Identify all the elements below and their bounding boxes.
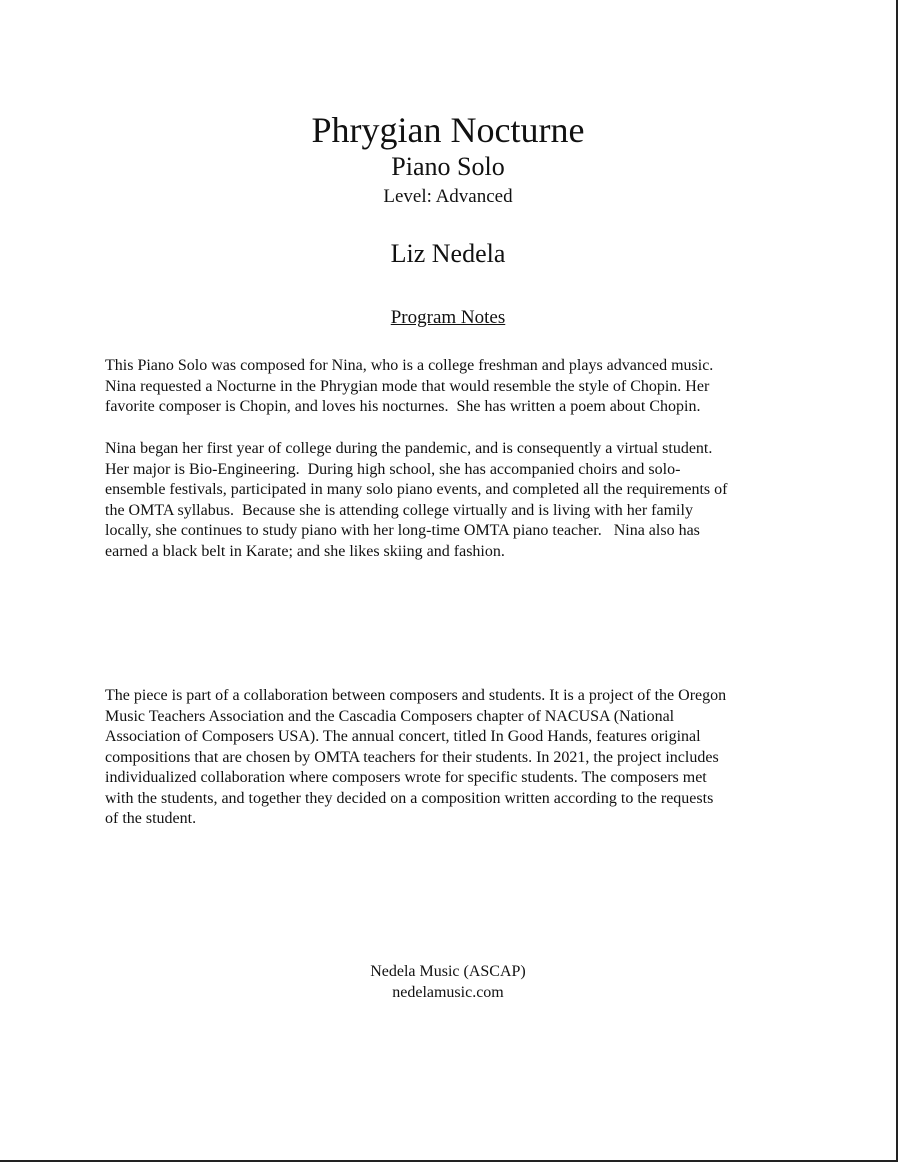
text-line: favorite composer is Chopin, and loves his nocturnes. She has written a poem about Chopin. xyxy=(105,398,701,415)
instrumentation: Piano Solo xyxy=(391,152,505,181)
text-line: with the students, and together they decided on a composition written according to the requests xyxy=(105,789,714,807)
text-line: Music Teachers Association and the Cascadia Composers chapter of NACUSA (National xyxy=(105,707,675,725)
composer-name: Liz Nedela xyxy=(390,239,506,268)
program-notes-paragraph-2 xyxy=(105,439,805,562)
text-line: the OMTA syllabus. Because she is attending college virtually and is living with her family xyxy=(105,501,693,519)
text-line: Association of Composers USA). The annual concert, titled In Good Hands, features original xyxy=(105,728,701,745)
text-line: locally, she continues to study piano with her long-time OMTA piano teacher. Nina also has xyxy=(105,522,700,539)
difficulty-level: Level: Advanced xyxy=(383,186,513,207)
text-line: of the student. xyxy=(105,810,197,827)
program-notes-paragraph-3 xyxy=(105,686,805,830)
text-line: The piece is part of a collaboration between composers and students. It is a project of the Oregon xyxy=(105,687,727,704)
text-line: Nina began her first year of college during the pandemic, and is consequently a virtual student. xyxy=(105,440,713,457)
program-notes-heading: Program Notes xyxy=(390,307,506,328)
text-line: ensemble festivals, participated in many solo piano events, and completed all the requirements of xyxy=(105,481,728,498)
text-line: individualized collaboration where composers wrote for specific students. The composers met xyxy=(105,769,707,786)
text-line: This Piano Solo was composed for Nina, who is a college freshman and plays advanced music. xyxy=(105,357,714,374)
publisher-credit: Nedela Music (ASCAP) xyxy=(370,963,526,980)
text-line: compositions that are chosen by OMTA teachers for their students. In 2021, the project includes xyxy=(105,748,719,766)
text-line: Her major is Bio-Engineering. During high school, she has accompanied choirs and solo- xyxy=(105,460,681,478)
program-notes-paragraph-1 xyxy=(105,356,805,418)
text-line: Nina requested a Nocturne in the Phrygian mode that would resemble the style of Chopin. Her xyxy=(105,377,710,395)
piece-title: Phrygian Nocturne xyxy=(311,110,585,150)
publisher-website: nedelamusic.com xyxy=(392,984,504,1001)
text-line: earned a black belt in Karate; and she likes skiing and fashion. xyxy=(105,542,505,560)
